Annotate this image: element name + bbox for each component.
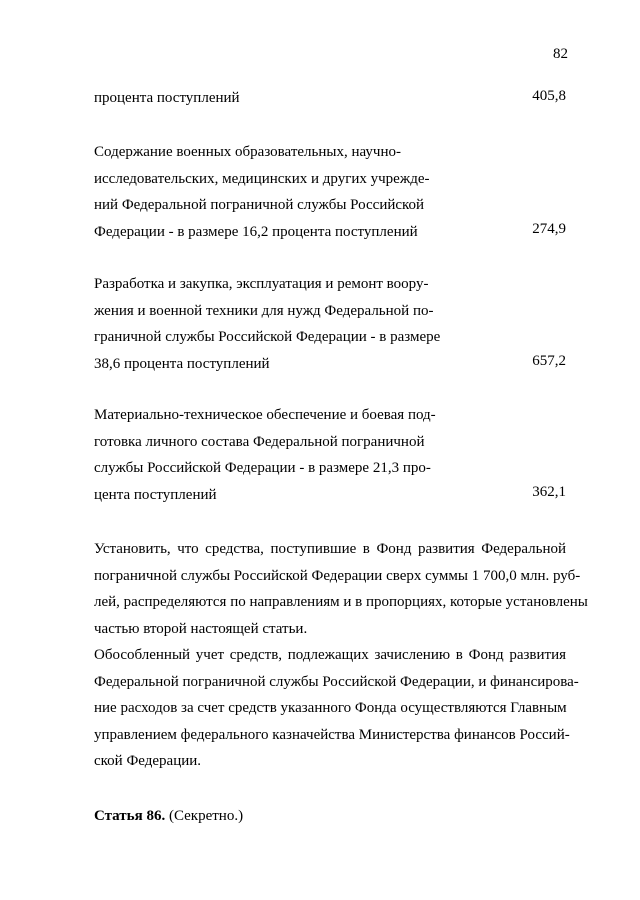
item-line: жения и военной техники для нужд Федеральной по-	[94, 302, 434, 319]
item-line: ний Федеральной пограничной службы Российской	[94, 197, 425, 213]
item-line: Федерации - в размере 16,2 процента поступлений	[94, 223, 418, 240]
item-line: граничной службы Российской Федерации - в размере	[94, 329, 441, 345]
paragraph-line: пограничной службы Российской Федерации сверх суммы 1 700,0 млн. руб-	[94, 567, 581, 584]
item-amount: 657,2	[532, 353, 566, 369]
budget-item	[94, 274, 566, 380]
paragraph-line: частью второй настоящей статьи.	[94, 620, 308, 637]
item-line: Разработка и закупка, эксплуатация и ремонт воору-	[94, 276, 429, 292]
article-label: Статья 86.	[94, 808, 166, 824]
item-line: процента поступлений	[94, 90, 240, 106]
paragraph-line: Федеральной пограничной службы Российской Федерации, и финансирова-	[94, 673, 579, 690]
paragraph-line: лей, распределяются по направлениям и в пропорциях, которые установлены	[94, 594, 588, 610]
item-amount: 405,8	[532, 88, 566, 104]
item-line: службы Российской Федерации - в размере 21,3 про-	[94, 460, 431, 476]
paragraph	[94, 539, 588, 645]
paragraph-line: управлением федерального казначейства Министерства финансов Россий-	[94, 726, 570, 743]
item-line: Содержание военных образовательных, научно-	[94, 144, 401, 160]
article-heading	[94, 808, 243, 825]
item-line: 38,6 процента поступлений	[94, 355, 270, 372]
item-amount: 362,1	[532, 484, 566, 500]
paragraph-line: ние расходов за счет средств указанного Фонда осуществляются Главным	[94, 700, 567, 716]
item-line: Материально-техническое обеспечение и боевая под-	[94, 407, 436, 423]
item-amount: 274,9	[532, 221, 566, 237]
paragraph	[94, 645, 579, 778]
paragraph-line: Установить, что средства, поступившие в Фонд развития Федеральной	[94, 541, 566, 557]
article-text: (Секретно.)	[165, 808, 244, 824]
item-line: цента поступлений	[94, 486, 217, 503]
paragraph-line: ской Федерации.	[94, 753, 202, 769]
paragraph-line: Обособленный учет средств, подлежащих зачислению в Фонд развития	[94, 647, 566, 663]
item-line: готовка личного состава Федеральной пограничной	[94, 433, 425, 450]
budget-item	[94, 405, 566, 511]
page-number: 82	[553, 46, 568, 62]
item-line: исследовательских, медицинских и других учрежде-	[94, 170, 430, 187]
budget-item	[94, 88, 566, 115]
budget-item	[94, 142, 566, 248]
